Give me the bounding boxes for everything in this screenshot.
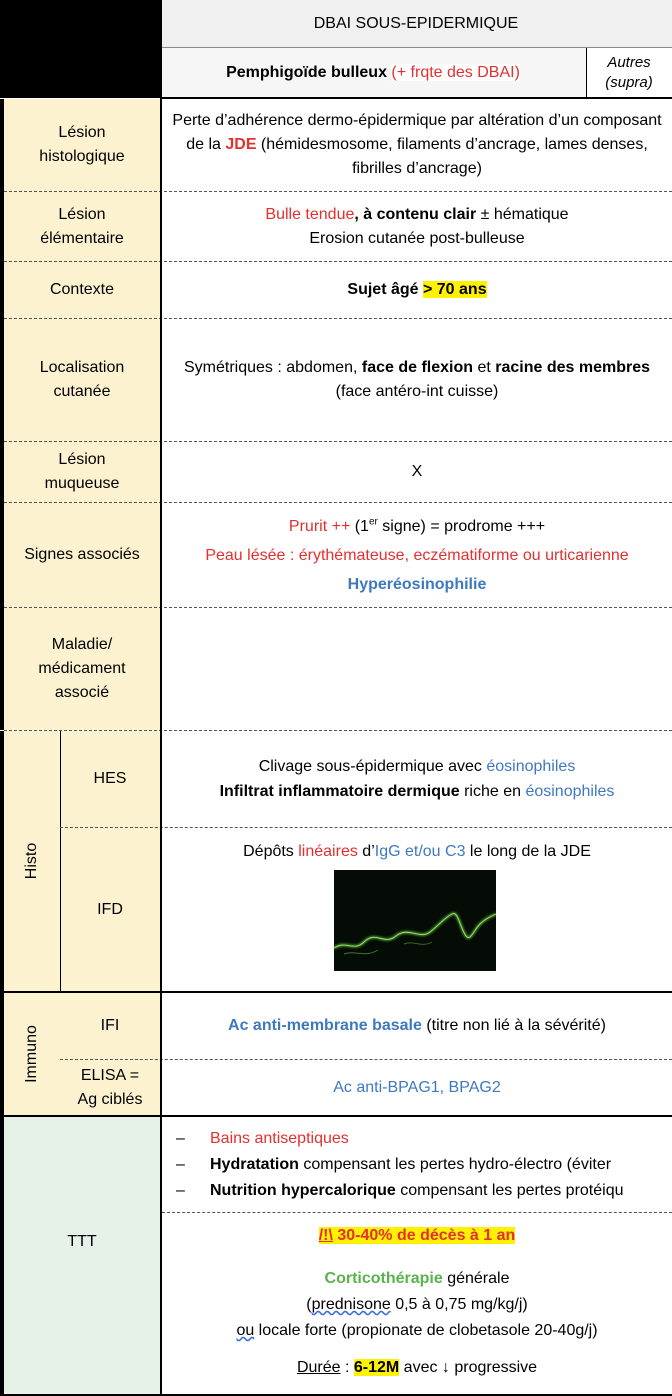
ttt-duration: Durée : 6-12M avec ↓ progressive [296,1359,538,1376]
ttt-mortality-warning: /!\ 30-40% de décès à 1 an [318,1227,516,1244]
label-signes-associes: Signes associés [24,546,140,563]
histo-group-label: Histo [22,842,40,880]
label-elisa: ELISA = Ag ciblés [77,1066,143,1108]
cell-elisa: Ac anti-BPAG1, BPAG2 [333,1078,501,1096]
ttt-measures-list [162,1126,672,1210]
ttt-item-bains: – Bains antiseptiques [162,1126,672,1152]
label-lesion-histologique: Lésion histologique [39,124,125,165]
header-column-main [160,48,586,98]
warning-icon: /!\ [318,1227,333,1244]
label-ifd: IFD [97,900,123,918]
cell-ifi: Ac anti-membrane basale (titre non lié à la sévérité) [228,1017,606,1034]
ttt-item-hydratation: – Hydratation compensant les pertes hydro-électro (éviter [162,1152,672,1178]
ttt-corticotherapy: Corticothérapie générale (prednisone 0,5 à 0,75 mg/kg/j) ou locale forte (propionate de clobetasole 20-40g/j) [236,1270,598,1339]
header-other-line2: (supra) [605,74,653,91]
label-contexte: Contexte [49,281,115,298]
header-column-other [586,48,672,98]
cell-signes-associes: Prurit ++ (1er signe) = prodrome +++ Peau lésée : érythémateuse, eczématiforme ou urticarienne Hyperéosinophilie [205,516,629,593]
ttt-item-nutrition: – Nutrition hypercalorique compensant les pertes protéiqu [162,1178,672,1204]
label-lesion-elementaire: Lésion élémentaire [40,205,124,247]
ifd-micrograph-image [334,870,496,971]
label-maladie-associee: Maladie/ médicament associé [38,636,126,701]
label-lesion-muqueuse: Lésion muqueuse [44,451,120,492]
header-main-note: (+ frqte des DBAI) [391,64,520,81]
label-hes: HES [93,770,127,787]
header-corner [0,0,160,98]
ifd-linear-deposit-graphic [334,870,496,971]
header-title: DBAI SOUS-EPIDERMIQUE [160,0,672,48]
cell-lesion-muqueuse: X [411,463,423,480]
header-other-line1: Autres [607,54,651,71]
label-ifi: IFI [100,1017,120,1034]
label-ttt: TTT [67,1233,97,1250]
immuno-group-label: Immuno [23,1025,41,1083]
cell-localisation-cutanee: Symétriques : abdomen, face de flexion et racine des membres (face antéro-int cuisse) [183,359,650,400]
cell-lesion-elementaire: Bulle tendue, à contenu clair ± hématique Erosion cutanée post-bulleuse [265,205,569,247]
cell-lesion-histologique: Perte d’adhérence dermo-épidermique par altération d’un composant de la JDE (hémidesmosome, filaments d’ancrage, lames denses, fibrilles d’ancrage) [172,112,662,177]
label-localisation-cutanee: Localisation cutanée [39,359,125,400]
cell-ifd-text: Dépôts linéaires d’IgG et/ou C3 le long de la JDE [243,843,591,860]
header-main-title: Pemphigoïde bulleux [226,64,387,81]
cell-hes: Clivage sous-épidermique avec éosinophiles Infiltrat inflammatoire dermique riche en éosinophiles [219,758,615,800]
cell-contexte: Sujet âgé > 70 ans [347,281,487,298]
cell-maladie-associee [161,608,672,730]
